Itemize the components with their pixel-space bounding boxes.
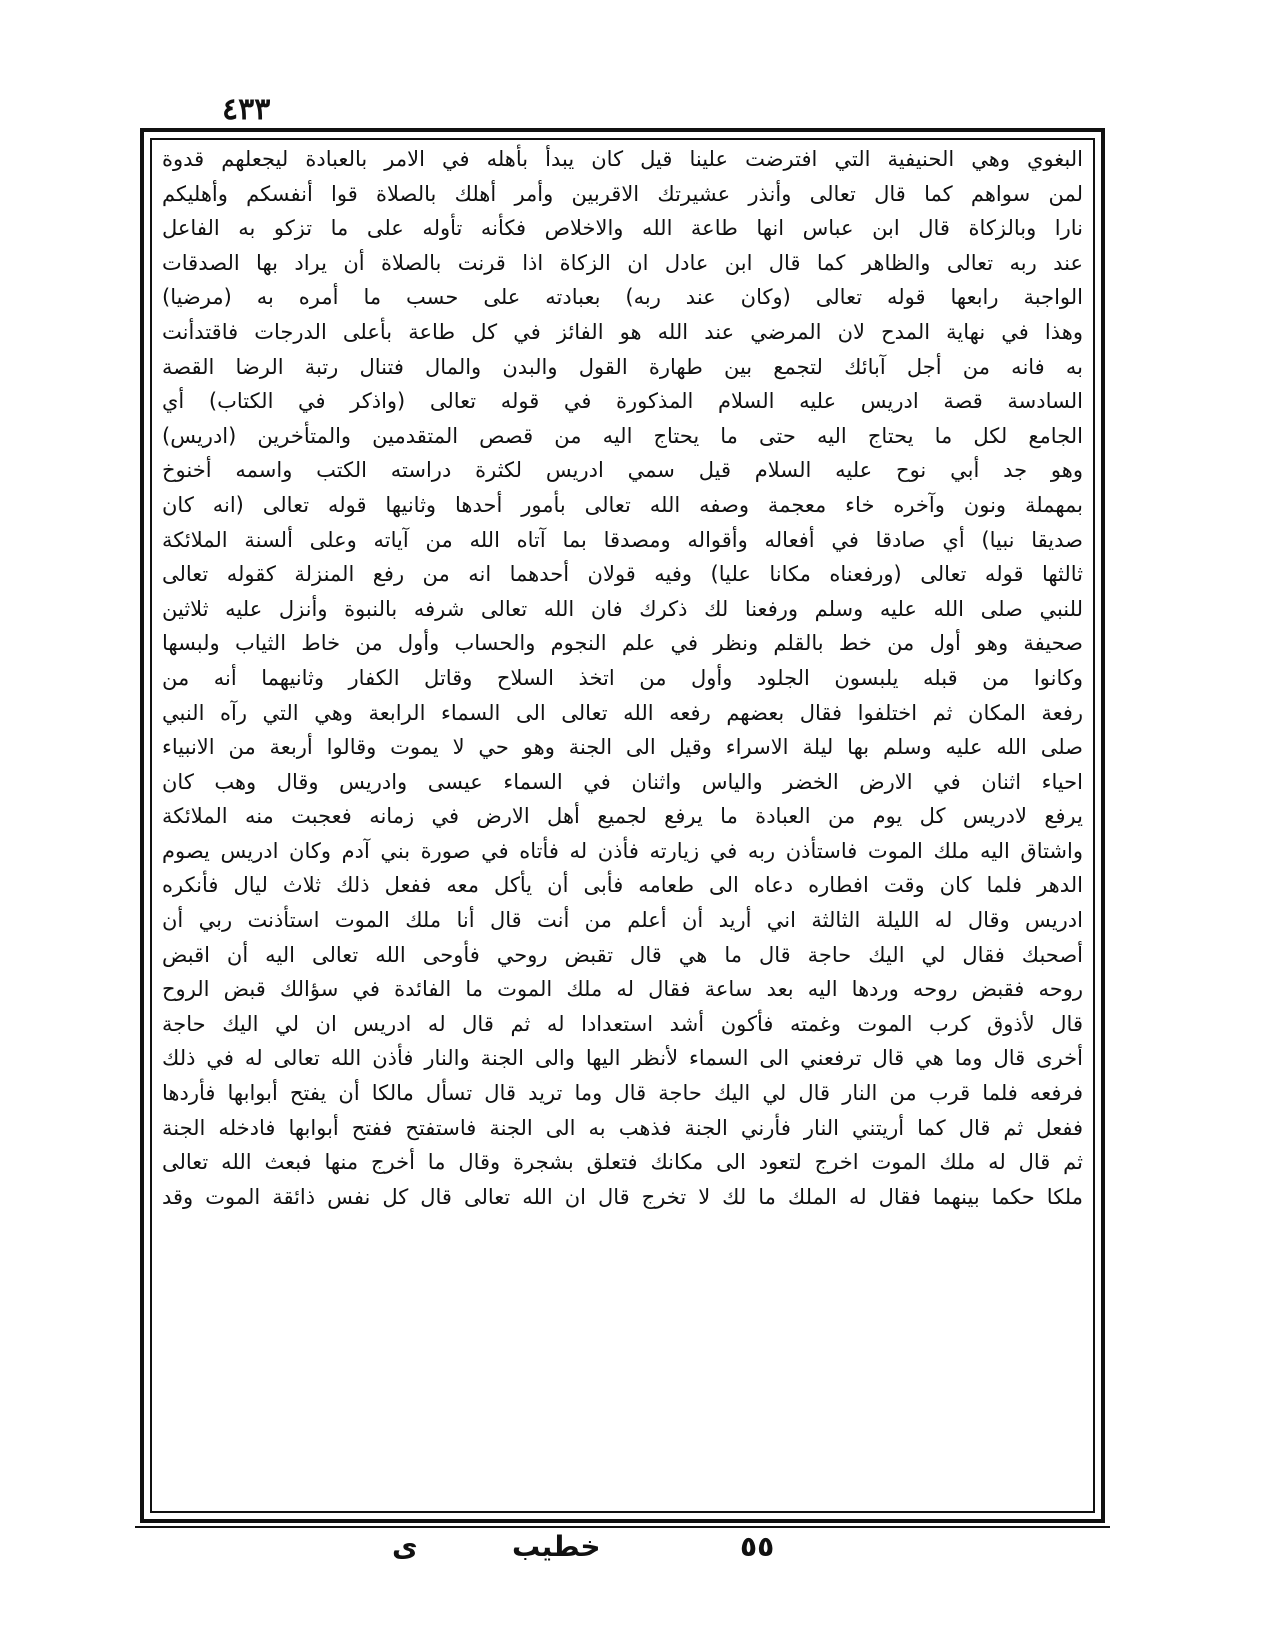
text-line: به فانه من أجل آبائك لتجمع بين طهارة القول والبدن والمال فتنال رتبة الرضا القصة [162, 354, 1083, 379]
text-line: بمهملة ونون وآخره خاء معجمة وصفه الله تعالى بأمور أحدها وثانيها قوله تعالى (انه كان [162, 492, 1083, 517]
text-line: البغوي وهي الحنيفية التي افترضت علينا قيل كان يبدأ بأهله في الامر بالعبادة ليجعلهم قدوة [162, 147, 1083, 171]
text-line: الواجبة رابعها قوله تعالى (وكان عند ربه) بعبادته على حسب ما أمره به (مرضيا) [162, 285, 1083, 310]
text-line: روحه فقبض روحه وردها اليه بعد ساعة فقال له ملك الموت ما الفائدة في سؤالك قبض الروح [162, 977, 1083, 1002]
text-line: وهو جد أبي نوح عليه السلام قيل سمي ادريس لكثرة دراسته الكتب واسمه أخنوخ [162, 458, 1083, 483]
page-number: ٤٣٣ [222, 92, 271, 127]
main-text [162, 142, 1083, 1214]
text-line: الدهر فلما كان وقت افطاره دعاه الى طعامه فأبى أن يأكل معه ففعل ذلك ثلاث ليال فأنكره [162, 873, 1083, 898]
text-line: ملكا حكما بينهما فقال له الملك ما لك لا تخرج قال ان الله تعالى قال كل نفس ذائقة الموت وقد [162, 1184, 1083, 1209]
text-line: أصحبك فقال لي اليك حاجة قال ما هي قال تقبض روحي فأوحى الله تعالى اليه أن اقبض [162, 942, 1083, 967]
text-line: صديقا نبيا) أي صادقا في أفعاله وأقواله ومصدقا بما آتاه الله من آياته وعلى ألسنة الملائكة [162, 527, 1083, 552]
text-line: السادسة قصة ادريس عليه السلام المذكورة في قوله تعالى (واذكر في الكتاب) أي [162, 389, 1083, 414]
text-line: لمن سواهم كما قال تعالى وأنذر عشيرتك الاقربين وأمر أهلك بالصلاة قوا أنفسكم وأهليكم [162, 181, 1083, 206]
text-line: ثم قال له ملك الموت اخرج لتعود الى مكانك فتعلق بشجرة وقال ما أخرج منها فبعث الله تعالى [162, 1150, 1083, 1175]
text-line: قال لأذوق كرب الموت وغمته فأكون أشد استعدادا له ثم قال له ادريس ان لي اليك حاجة [162, 1011, 1083, 1036]
text-line: عند ربه تعالى والظاهر كما قال ابن عادل ان الزكاة اذا قرنت بالصلاة أن يراد بها الصدقات [162, 250, 1083, 275]
text-line: وكانوا من قبله يلبسون الجلود وأول من اتخذ السلاح وقاتل الكفار وثانيهما أنه من [162, 665, 1083, 690]
text-line: للنبي صلى الله عليه وسلم ورفعنا لك ذكرك فان الله تعالى شرفه بالنبوة وأنزل عليه ثلاثين [162, 596, 1083, 621]
footer [0, 1530, 1275, 1570]
text-line: يرفع لادريس كل يوم من العبادة ما يرفع لجميع أهل الارض في زمانه فعجبت منه الملائكة [162, 804, 1083, 829]
text-line: واشتاق اليه ملك الموت فاستأذن ربه في زيارته فأذن له فأتاه في صورة بني آدم وكان ادريس يصوم [162, 838, 1083, 863]
footer-signature-letter: ى [392, 1530, 418, 1563]
text-line: الجامع لكل ما يحتاج اليه حتى ما يحتاج اليه من قصص المتقدمين والمتأخرين (ادريس) [162, 423, 1083, 448]
text-line: ادريس وقال له الليلة الثالثة اني أريد أن أعلم من أنت قال أنا ملك الموت استأذنت ربي أن [162, 908, 1083, 933]
text-line: ففعل ثم قال كما أريتني النار فأرني الجنة فذهب به الى الجنة فاستفتح ففتح أبوابها فادخله الجنة [162, 1115, 1083, 1140]
text-line: صحيفة وهو أول من خط بالقلم ونظر في علم النجوم والحساب وأول من خاط الثياب ولبسها [162, 631, 1083, 656]
bottom-rule [135, 1526, 1110, 1528]
text-line: رفعة المكان ثم اختلفوا فقال بعضهم رفعه الله تعالى الى السماء الرابعة وهي التي رآه النبي [162, 700, 1083, 725]
text-line: صلى الله عليه وسلم بها ليلة الاسراء وقيل الى الجنة وهو حي لا يموت وقالوا أربعة من الانبياء [162, 735, 1083, 760]
footer-signature-number: ٥٥ [740, 1530, 775, 1563]
text-line: ثالثها قوله تعالى (ورفعناه مكانا عليا) وفيه قولان أحدهما انه من رفع المنزلة كقوله تعالى [162, 562, 1083, 587]
text-line: وهذا في نهاية المدح لان المرضي عند الله هو الفائز في كل طاعة بأعلى الدرجات فاقتدأنت [162, 319, 1083, 344]
footer-signature-title: خطيب [512, 1530, 601, 1563]
text-line: احياء اثنان في الارض الخضر والياس واثنان في السماء عيسى وادريس وقال وهب كان [162, 769, 1083, 794]
text-line: فرفعه فلما قرب من النار قال لي اليك حاجة قال وما تريد قال تسأل مالكا أن يفتح أبوابها فأردها [162, 1081, 1083, 1106]
text-line: أخرى قال وما هي قال ترفعني الى السماء لأنظر اليها والى الجنة والنار فأذن الله تعالى له في ذلك [162, 1046, 1083, 1071]
text-line: نارا وبالزكاة قال ابن عباس انها طاعة الله والاخلاص فكأنه تأوله على ما تزكو به الفاعل [162, 216, 1083, 241]
